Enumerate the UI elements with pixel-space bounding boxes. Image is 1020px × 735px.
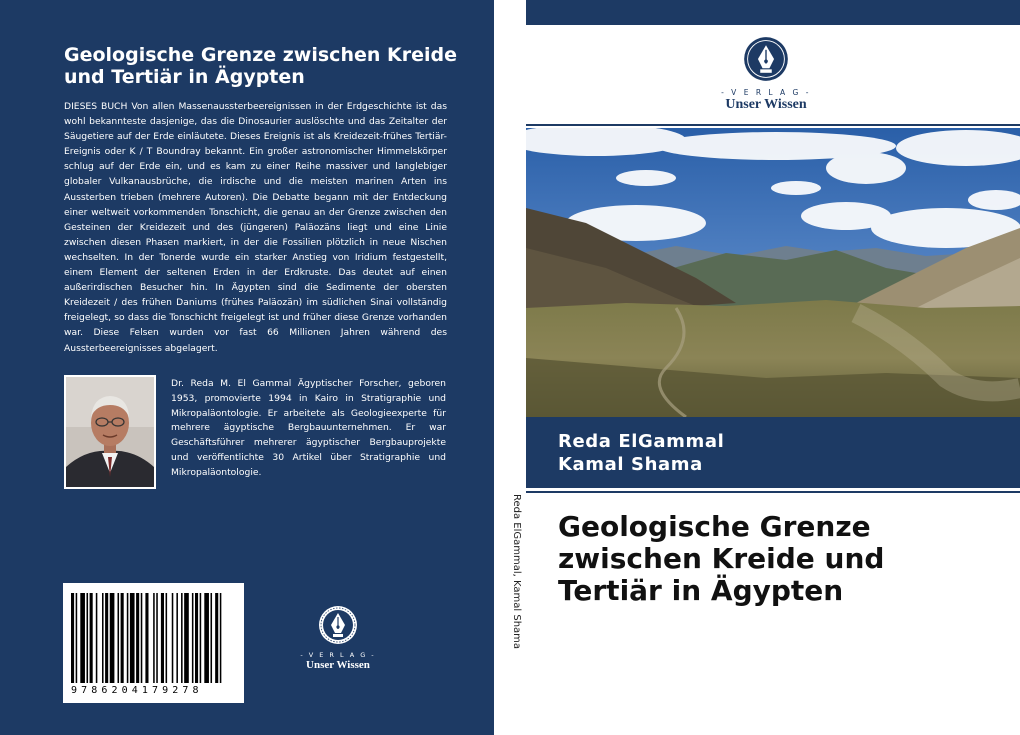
author-band xyxy=(526,417,1020,488)
publisher-logo-front xyxy=(710,36,822,113)
back-cover-title: Geologische Grenze zwischen Kreide und Tertiär in Ägypten xyxy=(64,44,457,88)
landscape-image xyxy=(526,128,1020,417)
publisher-name: Unser Wissen xyxy=(725,97,807,112)
spine-authors: Reda ElGammal, Kamal Shama xyxy=(511,494,522,650)
divider-line xyxy=(526,491,1020,493)
divider-line xyxy=(526,124,1020,126)
publisher-name: Unser Wissen xyxy=(306,659,370,671)
back-cover-blurb: DIESES BUCH Von allen Massenaussterbeereignissen in der Erdgeschichte ist das wohl bekannteste dasjenige, das die Dinosaurier auslöschte und das Zeitalter der Säugetiere auf der Erde einläutete. Dieses Ereignis ist als Kreidezeit-frühes Tertiär-Ereignis oder K / T Boundray bekannt. Ein großer astronomischer Himmelskörper schlug auf der Erde ein, und es kam zu einer Reihe massiver und langlebiger globaler Vulkanausbrüche, die irdische und die meisten marinen Arten ins Aussterben trieben (mehrere Autoren). Die Debatte begann mit der Entdeckung einer weltweit vorkommenden Tonschicht, die genau an der Grenze zwischen den Gesteinen der Kreidezeit und des (jüngeren) Paläozäns liegt und eine Linie zwischen diesen Phasen markiert, in der die Fossilien plötzlich in neue Nischen wechselten. In der Tonerde wurde ein starker Anstieg von Iridium festgestellt, einem Element der seltenen Erden in der Erdkruste. Das deutet auf einen außerirdischen Besucher hin. In Ägypten sind die Sedimente der obersten Kreidezeit / des frühen Daniums (frühes Paläozän) im südlichen Sinai vollständig freigelegt, so dass die Tonschicht freigelegt ist und früher diese Grenze vorhanden war. Diese Felsen wurden vor fast 66 Millionen Jahren während des Aussterbeereignisses abgelagert. xyxy=(64,101,447,354)
author-biography: Dr. Reda M. El Gammal Ägyptischer Forscher, geboren 1953, promovierte 1994 in Kairo in Stratigraphie und Mikropaläontologie. Er arbeitete als Geologieexperte für mehrere ägyptische Bergbauunternehmen. Er war Geschäftsführer mehrerer ägyptischer Bergbauprojekte und veröffentlichte 30 Artikel über Stratigraphie und Mikropaläontologie. xyxy=(171,378,446,478)
isbn-barcode xyxy=(63,583,244,703)
front-cover-title: Geologische Grenze zwischen Kreide und Tertiär in Ägypten xyxy=(558,510,885,607)
front-cover-top-bar xyxy=(526,0,1020,25)
mountain-landscape-photo xyxy=(526,128,1020,417)
back-cover xyxy=(0,0,494,735)
publisher-verlag-label: - V E R L A G - xyxy=(300,651,376,659)
publisher-verlag-label: - V E R L A G - xyxy=(721,88,811,97)
author-portrait-image xyxy=(66,377,154,487)
fountain-pen-nib-icon xyxy=(743,36,789,82)
fountain-pen-nib-icon xyxy=(318,605,358,645)
publisher-logo-back xyxy=(296,605,380,672)
author-name-1: Reda ElGammal xyxy=(558,431,725,452)
barcode-bars xyxy=(63,583,244,687)
author-photo xyxy=(64,375,156,489)
author-name-2: Kamal Shama xyxy=(558,454,703,475)
isbn-number: 9786204179278 xyxy=(71,685,203,696)
